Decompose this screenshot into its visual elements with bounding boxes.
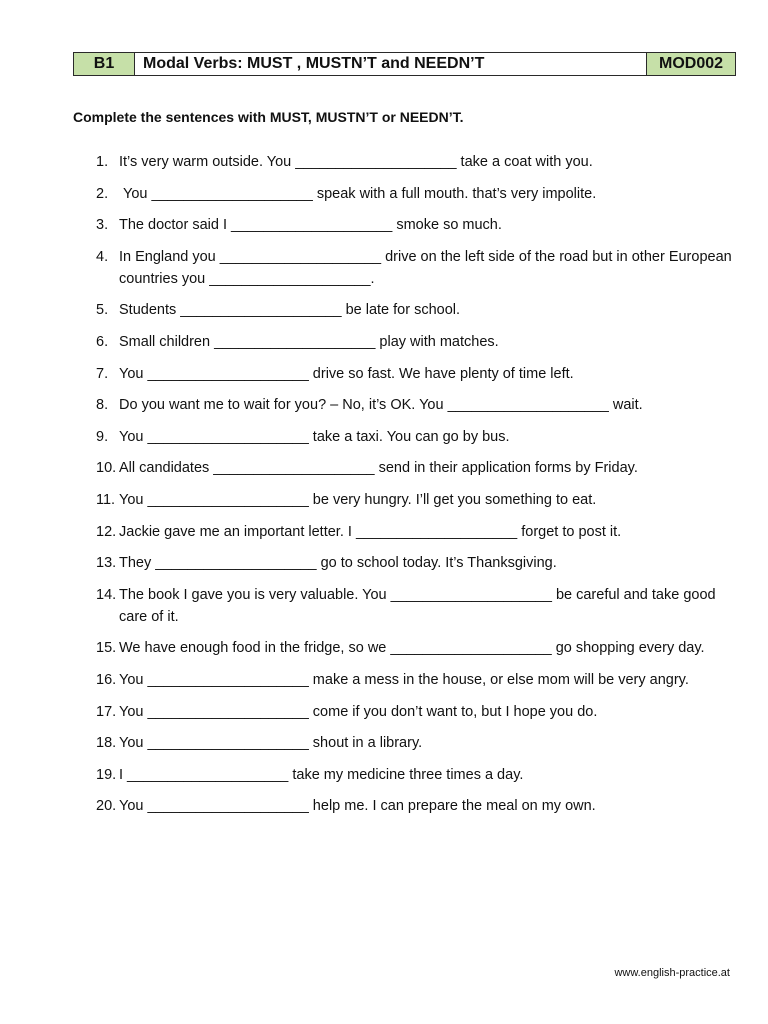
exercise-sentence: We have enough food in the fridge, so we ____________________ go shopping every day. <box>119 640 705 657</box>
exercise-item <box>73 795 733 817</box>
exercise-number: 7. <box>96 365 109 382</box>
exercise-sentence: You ____________________ speak with a full mouth. that’s very impolite. <box>119 185 597 202</box>
exercise-sentence: Do you want me to wait for you? – No, it’s OK. You ____________________ wait. <box>119 397 643 414</box>
exercise-number: 17. <box>96 703 117 720</box>
exercise-list <box>73 151 736 827</box>
exercise-sentence: You ____________________ come if you don’t want to, but I hope you do. <box>119 703 598 720</box>
exercise-item <box>73 394 733 416</box>
exercise-item <box>73 299 733 321</box>
worksheet-code: MOD002 <box>647 53 736 76</box>
exercise-number: 1. <box>96 154 109 170</box>
exercise-item <box>73 669 733 691</box>
exercise-number: 19. <box>96 766 117 783</box>
exercise-number: 2. <box>96 185 109 202</box>
exercise-number: 5. <box>96 302 109 319</box>
exercise-sentence: You ____________________ help me. I can prepare the meal on my own. <box>119 798 596 815</box>
exercise-sentence: You ____________________ shout in a library. <box>119 735 423 752</box>
exercise-item <box>73 331 733 353</box>
exercise-number: 14. <box>96 586 117 603</box>
exercise-item <box>73 732 733 754</box>
exercise-sentence: Jackie gave me an important letter. I ____________________ forget to post it. <box>119 523 622 540</box>
exercise-sentence: They ____________________ go to school today. It’s Thanksgiving. <box>119 555 557 572</box>
exercise-number: 15. <box>96 640 117 657</box>
exercise-number: 10. <box>96 460 117 477</box>
exercise-sentence: You ____________________ make a mess in the house, or else mom will be very angry. <box>119 671 689 688</box>
exercise-item <box>73 701 733 723</box>
exercise-item <box>73 183 733 205</box>
exercise-item <box>73 489 733 511</box>
exercise-number: 18. <box>96 735 117 752</box>
exercise-sentence: I ____________________ take my medicine three times a day. <box>119 766 524 783</box>
exercise-sentence: You ____________________ be very hungry. I’ll get you something to eat. <box>119 491 597 508</box>
exercise-sentence: All candidates ____________________ send in their application forms by Friday. <box>119 460 638 477</box>
exercise-number: 11. <box>96 491 116 508</box>
exercise-number: 12. <box>96 523 117 540</box>
exercise-item <box>73 584 733 628</box>
exercise-sentence: In England you ____________________ drive on the left side of the road but in other European countries you ____________________. <box>119 248 736 287</box>
exercise-item <box>73 151 733 173</box>
exercise-number: 20. <box>96 798 117 815</box>
exercise-sentence: Small children ____________________ play with matches. <box>119 333 499 350</box>
exercise-number: 8. <box>96 397 109 414</box>
exercise-item <box>73 552 733 574</box>
exercise-sentence: Students ____________________ be late for school. <box>119 302 461 319</box>
exercise-item <box>73 521 733 543</box>
exercise-item <box>73 457 733 479</box>
exercise-sentence: You ____________________ take a taxi. You can go by bus. <box>119 428 510 445</box>
instruction-text: Complete the sentences with MUST, MUSTN’T or NEEDN’T. <box>73 109 464 125</box>
exercise-sentence: It’s very warm outside. You ____________________ take a coat with you. <box>119 154 593 170</box>
exercise-number: 6. <box>96 333 109 350</box>
exercise-number: 9. <box>96 428 109 445</box>
exercise-item <box>73 426 733 448</box>
exercise-sentence: The doctor said I ____________________ smoke so much. <box>119 217 502 234</box>
exercise-item <box>73 764 733 786</box>
level-label: B1 <box>74 53 135 76</box>
exercise-number: 13. <box>96 555 117 572</box>
exercise-item <box>73 246 736 290</box>
exercise-number: 3. <box>96 217 109 234</box>
exercise-number: 16. <box>96 671 117 688</box>
exercise-sentence: You ____________________ drive so fast. We have plenty of time left. <box>119 365 574 382</box>
worksheet-header <box>73 52 736 76</box>
exercise-item <box>73 214 733 236</box>
exercise-sentence: The book I gave you is very valuable. You ____________________ be careful and take good care of it. <box>119 586 720 625</box>
footer-website: www.english-practice.at <box>614 967 730 979</box>
exercise-number: 4. <box>96 248 109 265</box>
worksheet-title: Modal Verbs: MUST , MUSTN’T and NEEDN’T <box>135 53 647 76</box>
exercise-item <box>73 637 733 659</box>
exercise-item <box>73 363 733 385</box>
